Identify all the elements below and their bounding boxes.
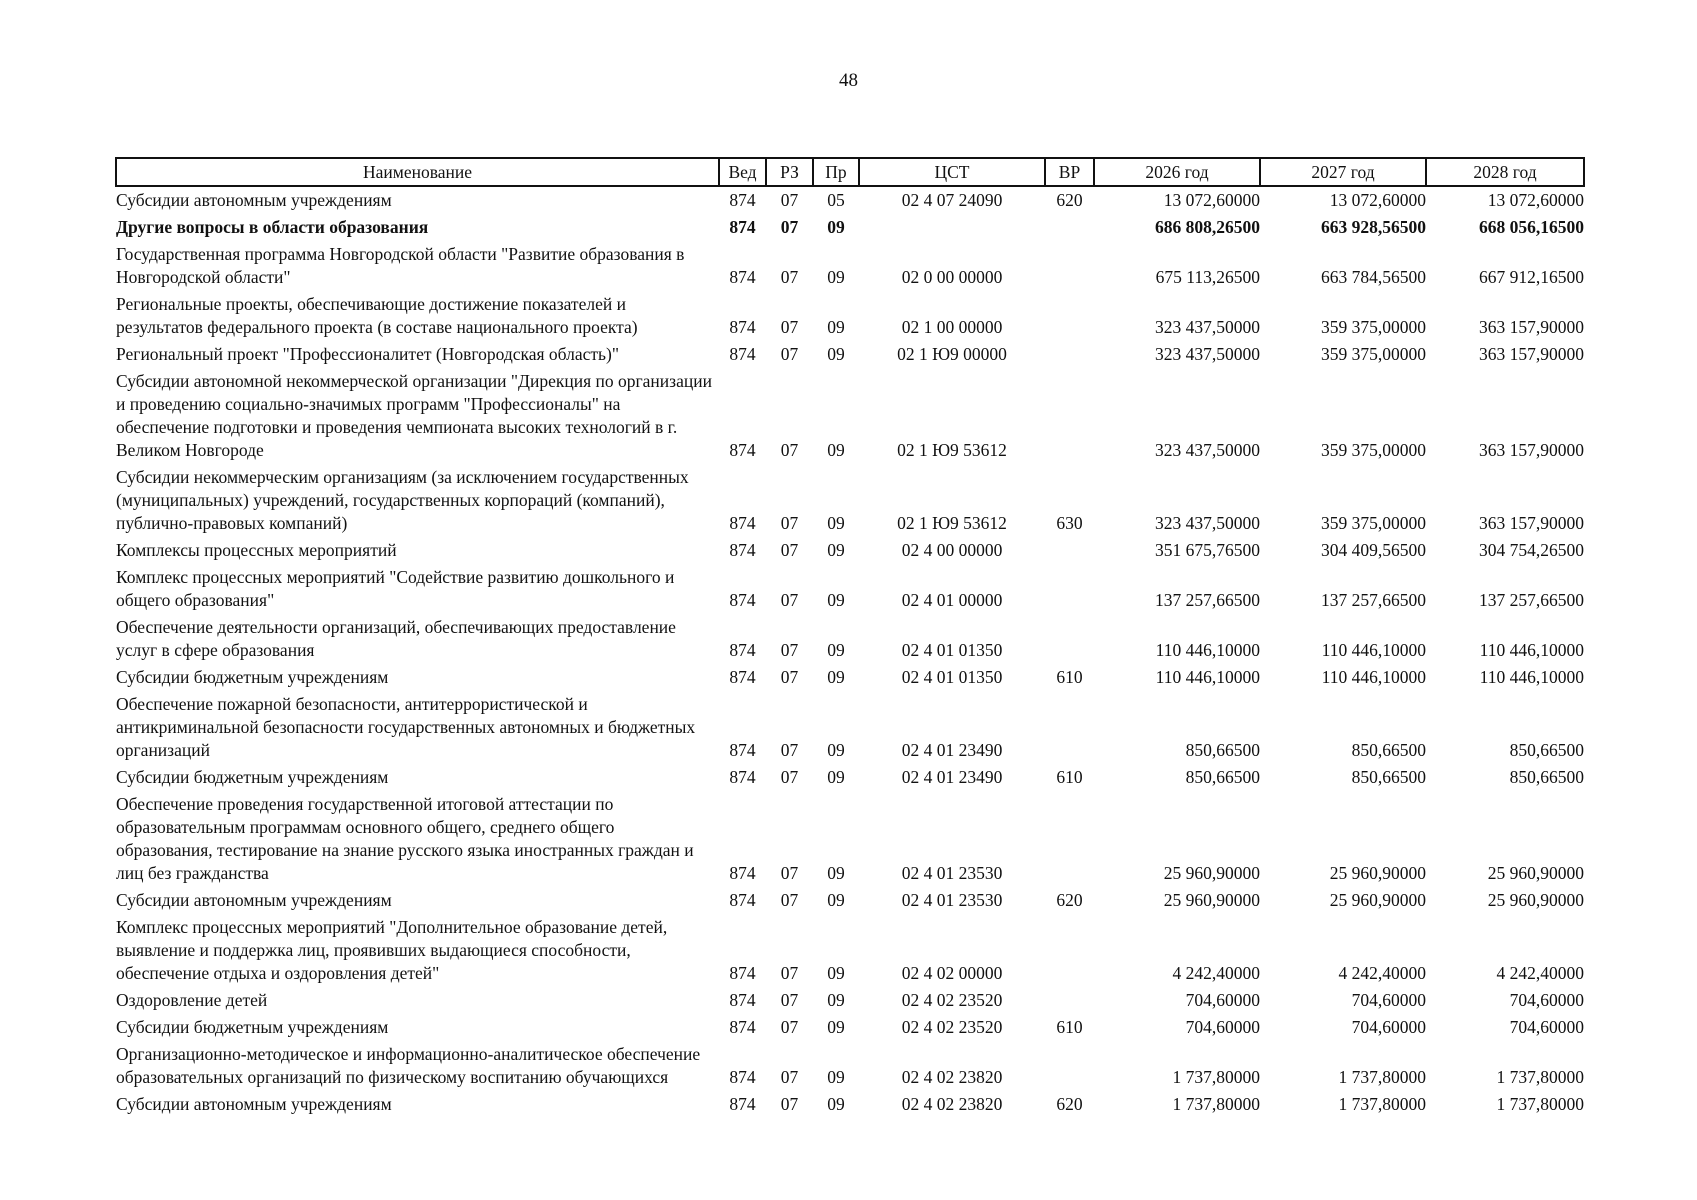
cell-vr [1045, 241, 1094, 291]
cell-vr: 620 [1056, 890, 1083, 910]
cell-2027: 110 446,10000 [1321, 667, 1426, 687]
table-row [116, 987, 1584, 1014]
table-row [116, 341, 1584, 368]
cell-ved: 874 [729, 440, 756, 460]
cell-cst: 02 1 Ю9 53612 [897, 513, 1007, 533]
cell-pr: 09 [827, 1067, 845, 1087]
cell-2026: 351 675,76500 [1155, 540, 1260, 560]
cell-name: Обеспечение пожарной безопасности, антитеррористической и антикриминальной безопасности государственных автономных и бюджетных организаций [116, 694, 696, 760]
cell-name: Другие вопросы в области образования [116, 217, 429, 237]
cell-2028: 667 912,16500 [1479, 267, 1584, 287]
cell-2026: 137 257,66500 [1155, 590, 1260, 610]
cell-rz: 07 [780, 190, 799, 210]
cell-name: Субсидии бюджетным учреждениям [116, 1017, 389, 1037]
cell-2027: 850,66500 [1351, 740, 1426, 760]
cell-2028: 668 056,16500 [1479, 217, 1584, 237]
cell-2028: 1 737,80000 [1496, 1094, 1584, 1114]
cell-cst [859, 214, 1045, 241]
cell-name: Оздоровление детей [116, 990, 268, 1010]
header-row [116, 158, 1584, 186]
cell-pr: 09 [827, 344, 845, 364]
cell-vr: 610 [1056, 667, 1083, 687]
cell-rz: 07 [780, 267, 799, 287]
cell-pr: 09 [827, 667, 845, 687]
budget-table-container [115, 157, 1583, 1118]
table-row [116, 664, 1584, 691]
cell-2026: 850,66500 [1185, 740, 1260, 760]
cell-2028: 304 754,26500 [1479, 540, 1584, 560]
cell-2027: 13 072,60000 [1329, 190, 1426, 210]
cell-name: Комплексы процессных мероприятий [116, 540, 397, 560]
cell-pr: 09 [827, 1017, 845, 1037]
cell-2027: 1 737,80000 [1338, 1094, 1426, 1114]
cell-pr: 05 [827, 190, 845, 210]
cell-pr: 09 [827, 890, 845, 910]
cell-name: Субсидии некоммерческим организациям (за исключением государственных (муниципальных) учреждений, государственных корпораций (компаний), публично-правовых компаний) [116, 467, 689, 533]
cell-2028: 25 960,90000 [1487, 890, 1584, 910]
cell-vr [1045, 214, 1094, 241]
table-row [116, 914, 1584, 987]
cell-2027: 663 784,56500 [1321, 267, 1426, 287]
cell-2028: 1 737,80000 [1496, 1067, 1584, 1087]
cell-name: Субсидии автономным учреждениям [116, 190, 392, 210]
table-row [116, 241, 1584, 291]
cell-pr: 09 [827, 640, 845, 660]
cell-ved: 874 [729, 990, 756, 1010]
table-row [116, 614, 1584, 664]
cell-pr: 09 [827, 317, 845, 337]
cell-rz: 07 [780, 990, 799, 1010]
cell-2026: 1 737,80000 [1172, 1067, 1260, 1087]
cell-pr: 09 [827, 990, 845, 1010]
cell-vr [1045, 1041, 1094, 1091]
table-body [116, 186, 1584, 1118]
cell-name: Субсидии бюджетным учреждениям [116, 667, 389, 687]
cell-vr [1045, 987, 1094, 1014]
cell-ved: 874 [729, 217, 756, 237]
cell-2026: 675 113,26500 [1155, 267, 1260, 287]
table-row [116, 186, 1584, 214]
cell-2027: 1 737,80000 [1338, 1067, 1426, 1087]
cell-rz: 07 [780, 667, 799, 687]
table-row [116, 887, 1584, 914]
cell-ved: 874 [729, 863, 756, 883]
cell-rz: 07 [780, 513, 799, 533]
cell-cst: 02 4 01 23530 [901, 863, 1003, 883]
cell-2026: 323 437,50000 [1155, 440, 1260, 460]
cell-2028: 137 257,66500 [1479, 590, 1584, 610]
table-row [116, 764, 1584, 791]
cell-name: Субсидии бюджетным учреждениям [116, 767, 389, 787]
cell-2026: 850,66500 [1185, 767, 1260, 787]
cell-cst: 02 4 01 23490 [901, 740, 1003, 760]
cell-2026: 704,60000 [1185, 990, 1260, 1010]
cell-cst: 02 4 07 24090 [901, 190, 1003, 210]
cell-cst: 02 1 Ю9 53612 [897, 440, 1007, 460]
cell-2028: 363 157,90000 [1479, 513, 1584, 533]
cell-2026: 1 737,80000 [1172, 1094, 1260, 1114]
header-ved: Вед [719, 158, 766, 186]
cell-2027: 304 409,56500 [1321, 540, 1426, 560]
cell-rz: 07 [780, 1067, 799, 1087]
cell-pr: 09 [827, 267, 845, 287]
cell-2027: 359 375,00000 [1321, 513, 1426, 533]
cell-ved: 874 [729, 963, 756, 983]
cell-cst: 02 4 01 23490 [901, 767, 1003, 787]
cell-2027: 359 375,00000 [1321, 440, 1426, 460]
cell-vr [1045, 341, 1094, 368]
cell-name: Субсидии автономным учреждениям [116, 890, 392, 910]
cell-rz: 07 [780, 440, 799, 460]
cell-2026: 704,60000 [1185, 1017, 1260, 1037]
cell-2028: 13 072,60000 [1487, 190, 1584, 210]
cell-ved: 874 [729, 890, 756, 910]
cell-cst: 02 4 02 00000 [901, 963, 1003, 983]
cell-cst: 02 4 02 23820 [901, 1067, 1003, 1087]
cell-name: Комплекс процессных мероприятий "Дополнительное образование детей, выявление и поддержка лиц, проявивших выдающиеся способности, обеспечение отдыха и оздоровления детей" [116, 917, 668, 983]
header-cst: ЦСТ [859, 158, 1045, 186]
cell-name: Региональные проекты, обеспечивающие достижение показателей и результатов федерального проекта (в составе национального проекта) [116, 294, 638, 337]
cell-2028: 363 157,90000 [1479, 344, 1584, 364]
cell-vr: 610 [1056, 1017, 1083, 1037]
cell-2026: 4 242,40000 [1172, 963, 1260, 983]
cell-vr [1045, 291, 1094, 341]
table-row [116, 564, 1584, 614]
cell-2028: 850,66500 [1509, 767, 1584, 787]
cell-cst: 02 4 02 23520 [901, 1017, 1003, 1037]
header-2027: 2027 год [1260, 158, 1426, 186]
cell-pr: 09 [827, 590, 845, 610]
cell-cst: 02 1 00 00000 [901, 317, 1003, 337]
cell-rz: 07 [780, 767, 799, 787]
cell-vr: 620 [1056, 1094, 1083, 1114]
cell-rz: 07 [780, 863, 799, 883]
header-2026: 2026 год [1094, 158, 1260, 186]
cell-2028: 704,60000 [1509, 1017, 1584, 1037]
header-rz: РЗ [766, 158, 813, 186]
cell-cst: 02 4 02 23820 [901, 1094, 1003, 1114]
cell-2026: 323 437,50000 [1155, 317, 1260, 337]
cell-rz: 07 [780, 963, 799, 983]
cell-2026: 110 446,10000 [1155, 667, 1260, 687]
cell-2028: 704,60000 [1509, 990, 1584, 1010]
cell-ved: 874 [729, 1017, 756, 1037]
cell-pr: 09 [827, 440, 845, 460]
cell-2026: 110 446,10000 [1155, 640, 1260, 660]
cell-rz: 07 [780, 740, 799, 760]
cell-pr: 09 [827, 513, 845, 533]
cell-vr [1045, 791, 1094, 887]
cell-2028: 4 242,40000 [1496, 963, 1584, 983]
cell-vr [1045, 368, 1094, 464]
cell-rz: 07 [780, 640, 799, 660]
cell-name: Региональный проект "Профессионалитет (Новгородская область)" [116, 344, 620, 364]
cell-2028: 25 960,90000 [1487, 863, 1584, 883]
cell-2027: 704,60000 [1351, 990, 1426, 1010]
cell-ved: 874 [729, 344, 756, 364]
table-row [116, 691, 1584, 764]
cell-2027: 850,66500 [1351, 767, 1426, 787]
table-row [116, 791, 1584, 887]
header-2028: 2028 год [1426, 158, 1584, 186]
cell-ved: 874 [729, 540, 756, 560]
table-row [116, 537, 1584, 564]
cell-2028: 363 157,90000 [1479, 440, 1584, 460]
cell-ved: 874 [729, 267, 756, 287]
cell-vr [1045, 691, 1094, 764]
table-row [116, 214, 1584, 241]
cell-vr [1045, 537, 1094, 564]
cell-2028: 363 157,90000 [1479, 317, 1584, 337]
cell-rz: 07 [780, 317, 799, 337]
cell-cst: 02 4 01 00000 [901, 590, 1003, 610]
cell-ved: 874 [729, 667, 756, 687]
table-row [116, 464, 1584, 537]
cell-name: Субсидии автономным учреждениям [116, 1094, 392, 1114]
cell-rz: 07 [780, 590, 799, 610]
cell-2027: 359 375,00000 [1321, 344, 1426, 364]
cell-vr [1045, 564, 1094, 614]
cell-cst: 02 1 Ю9 00000 [897, 344, 1007, 364]
table-row [116, 291, 1584, 341]
cell-cst: 02 4 01 01350 [901, 667, 1003, 687]
cell-pr: 09 [827, 767, 845, 787]
cell-2027: 704,60000 [1351, 1017, 1426, 1037]
cell-2028: 850,66500 [1509, 740, 1584, 760]
cell-pr: 09 [827, 1094, 845, 1114]
cell-cst: 02 0 00 00000 [901, 267, 1003, 287]
cell-name: Государственная программа Новгородской области "Развитие образования в Новгородской области" [116, 244, 685, 287]
cell-name: Организационно-методическое и информационно-аналитическое обеспечение образовательных организаций по физическому воспитанию обучающихся [116, 1044, 701, 1087]
cell-name: Обеспечение проведения государственной итоговой аттестации по образовательным программам основного общего, среднего общего образования, тестирование на знание русского языка иностранных граждан и лиц без гражданства [116, 794, 694, 883]
cell-2026: 13 072,60000 [1163, 190, 1260, 210]
cell-ved: 874 [729, 590, 756, 610]
cell-2027: 4 242,40000 [1338, 963, 1426, 983]
cell-2027: 25 960,90000 [1329, 890, 1426, 910]
cell-2026: 686 808,26500 [1155, 217, 1260, 237]
cell-pr: 09 [827, 963, 845, 983]
cell-ved: 874 [729, 767, 756, 787]
cell-2026: 25 960,90000 [1163, 863, 1260, 883]
cell-2027: 663 928,56500 [1321, 217, 1426, 237]
cell-rz: 07 [780, 344, 799, 364]
cell-vr: 620 [1056, 190, 1083, 210]
cell-name: Обеспечение деятельности организаций, обеспечивающих предоставление услуг в сфере образования [116, 617, 676, 660]
header-pr: Пр [813, 158, 859, 186]
cell-pr: 09 [827, 863, 845, 883]
cell-cst: 02 4 01 01350 [901, 640, 1003, 660]
cell-pr: 09 [827, 740, 845, 760]
cell-ved: 874 [729, 1094, 756, 1114]
cell-2027: 110 446,10000 [1321, 640, 1426, 660]
cell-vr [1045, 614, 1094, 664]
table-row [116, 1091, 1584, 1118]
cell-2027: 25 960,90000 [1329, 863, 1426, 883]
cell-name: Комплекс процессных мероприятий "Содействие развитию дошкольного и общего образования" [116, 567, 675, 610]
header-vr: ВР [1045, 158, 1094, 186]
cell-ved: 874 [729, 1067, 756, 1087]
cell-vr [1045, 914, 1094, 987]
cell-2027: 359 375,00000 [1321, 317, 1426, 337]
cell-rz: 07 [780, 890, 799, 910]
cell-2026: 25 960,90000 [1163, 890, 1260, 910]
page-number: 48 [839, 70, 858, 91]
table-header [116, 158, 1584, 186]
cell-rz: 07 [780, 217, 799, 237]
cell-rz: 07 [780, 1017, 799, 1037]
cell-pr: 09 [827, 217, 845, 237]
budget-table [115, 157, 1585, 1118]
cell-2026: 323 437,50000 [1155, 513, 1260, 533]
cell-2027: 137 257,66500 [1321, 590, 1426, 610]
cell-name: Субсидии автономной некоммерческой организации "Дирекция по организации и проведению социально-значимых программ "Профессионалы" на обеспечение подготовки и проведения чемпионата высоких технологий в г. Великом Новгороде [116, 371, 712, 460]
cell-ved: 874 [729, 513, 756, 533]
cell-vr: 630 [1056, 513, 1083, 533]
cell-pr: 09 [827, 540, 845, 560]
cell-2028: 110 446,10000 [1479, 667, 1584, 687]
cell-2028: 110 446,10000 [1479, 640, 1584, 660]
table-row [116, 368, 1584, 464]
cell-cst: 02 4 01 23530 [901, 890, 1003, 910]
cell-ved: 874 [729, 190, 756, 210]
header-name: Наименование [116, 158, 719, 186]
table-row [116, 1014, 1584, 1041]
cell-2026: 323 437,50000 [1155, 344, 1260, 364]
cell-ved: 874 [729, 317, 756, 337]
cell-ved: 874 [729, 640, 756, 660]
cell-cst: 02 4 02 23520 [901, 990, 1003, 1010]
cell-cst: 02 4 00 00000 [901, 540, 1003, 560]
cell-rz: 07 [780, 540, 799, 560]
cell-ved: 874 [729, 740, 756, 760]
cell-rz: 07 [780, 1094, 799, 1114]
cell-vr: 610 [1056, 767, 1083, 787]
table-row [116, 1041, 1584, 1091]
